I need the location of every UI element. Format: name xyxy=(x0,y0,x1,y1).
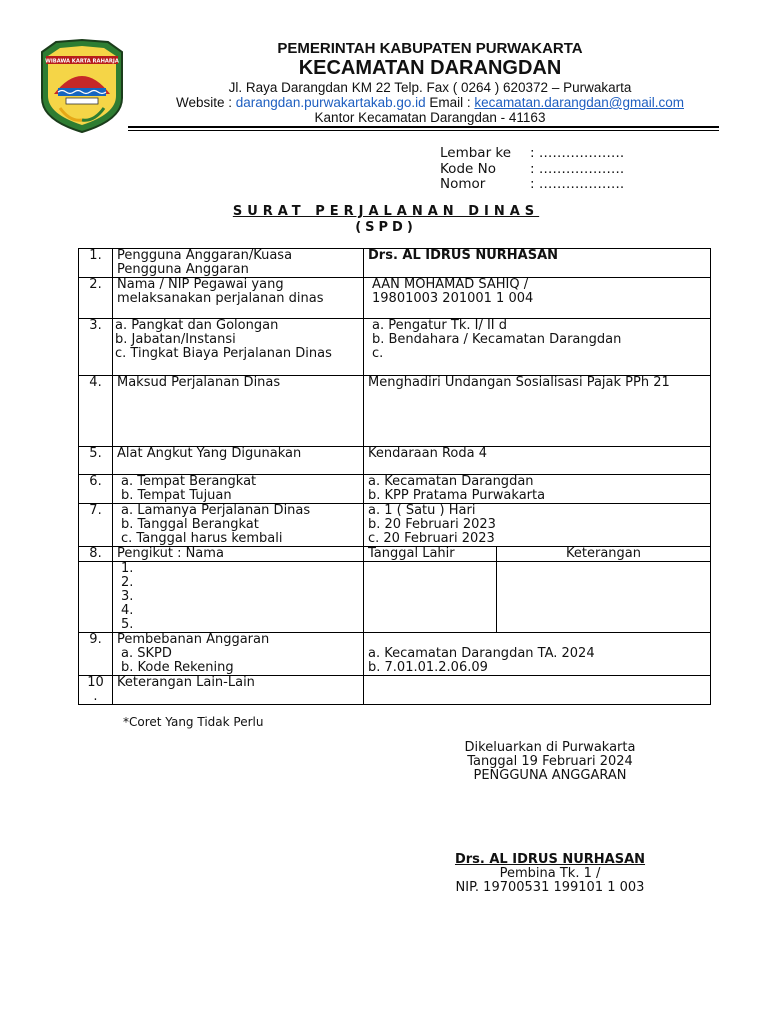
purwakarta-logo xyxy=(36,38,128,134)
row-value xyxy=(364,504,711,547)
signer-role: PENGGUNA ANGGARAN xyxy=(473,768,627,783)
table-row xyxy=(79,249,711,278)
row-label: Alat Angkut Yang Digunakan xyxy=(113,447,364,475)
signer-name: Drs. AL IDRUS NURHASAN xyxy=(454,852,646,867)
label-line: a. Lamanya Perjalanan Dinas xyxy=(121,503,311,518)
label-line: Pembebanan Anggaran xyxy=(117,632,270,647)
table-row xyxy=(79,376,711,447)
issued-place: Dikeluarkan di Purwakarta xyxy=(464,740,636,755)
table-row xyxy=(79,475,711,504)
signer-nip: NIP. 19700531 199101 1 003 xyxy=(455,880,645,895)
office-line: Kantor Kecamatan Darangdan - 41163 xyxy=(314,110,546,125)
row-label xyxy=(113,319,364,376)
list-item: 4. xyxy=(121,603,134,618)
label-line: c. Tanggal harus kembali xyxy=(121,531,283,546)
list-item: 3. xyxy=(121,589,134,604)
header-rule-thin xyxy=(128,130,719,131)
notes-cell xyxy=(497,562,711,633)
value-line: 19801003 201001 1 004 xyxy=(372,291,534,306)
value-line: b. 20 Februari 2023 xyxy=(368,517,496,532)
label-line: b. Tanggal Berangkat xyxy=(121,517,259,532)
label-line: melaksanakan perjalanan dinas xyxy=(117,291,324,306)
label-line: Nama / NIP Pegawai yang xyxy=(117,277,284,292)
value-line: c. xyxy=(372,346,384,361)
row-number-part: 10 xyxy=(87,675,104,690)
row-number-part: . xyxy=(93,689,98,704)
value-line: a. Kecamatan Darangdan xyxy=(368,474,534,489)
row-label xyxy=(113,249,364,278)
value-line: a. Pengatur Tk. I/ II d xyxy=(372,318,508,333)
row-value xyxy=(364,676,711,705)
table-row xyxy=(79,447,711,475)
row-number: 1. xyxy=(79,249,113,278)
value-line: a. 1 ( Satu ) Hari xyxy=(368,503,476,518)
svg-text:WIBAWA KARTA RAHARJA: WIBAWA KARTA RAHARJA xyxy=(45,58,119,65)
document-title-text: SURAT PERJALANAN DINAS xyxy=(232,204,540,219)
signer-rank: Pembina Tk. 1 / xyxy=(499,866,601,881)
ref-lembar-label: Lembar ke xyxy=(440,145,512,161)
label-line: a. Pangkat dan Golongan xyxy=(115,318,279,333)
ref-nomor-label: Nomor xyxy=(440,176,486,192)
row-number: 3. xyxy=(79,319,113,376)
row-label: Maksud Perjalanan Dinas xyxy=(113,376,364,447)
row-label xyxy=(113,633,364,676)
value-line: c. 20 Februari 2023 xyxy=(368,531,495,546)
value-line: b. Bendahara / Kecamatan Darangdan xyxy=(372,332,622,347)
address-line: Jl. Raya Darangdan KM 22 Telp. Fax ( 0264 ) 620372 – Purwakarta xyxy=(228,80,632,95)
row-number: 6. xyxy=(79,475,113,504)
ref-lembar xyxy=(440,145,624,161)
value-line: b. KPP Pratama Purwakarta xyxy=(368,488,546,503)
spd-table xyxy=(78,248,711,705)
value-line: b. 7.01.01.2.06.09 xyxy=(368,660,488,675)
row-number: 5. xyxy=(79,447,113,475)
birthdate-cell xyxy=(364,562,497,633)
column-header-notes: Keterangan xyxy=(497,547,711,562)
ref-kode-value: : ………………. xyxy=(530,161,625,177)
row-value xyxy=(364,633,711,676)
row-value: Drs. AL IDRUS NURHASAN xyxy=(364,249,711,278)
row-value xyxy=(364,475,711,504)
value-line: AAN MOHAMAD SAHIQ / xyxy=(372,277,529,292)
government-name: PEMERINTAH KABUPATEN PURWAKARTA xyxy=(277,40,583,57)
follower-list xyxy=(113,562,364,633)
label-line: c. Tingkat Biaya Perjalanan Dinas xyxy=(115,346,332,361)
value-line: a. Kecamatan Darangdan TA. 2024 xyxy=(368,646,595,661)
table-row xyxy=(79,547,711,562)
row-number: 9. xyxy=(79,633,113,676)
row-value: Menghadiri Undangan Sosialisasi Pajak PPh 21 xyxy=(364,376,711,447)
website-label: Website : xyxy=(175,95,236,110)
header-rule xyxy=(128,126,719,128)
label-line: Pengguna Anggaran/Kuasa xyxy=(117,248,293,263)
document-title xyxy=(0,204,768,219)
row-value xyxy=(364,278,711,319)
ref-kode-label: Kode No xyxy=(440,161,496,177)
label-line: Pengguna Anggaran xyxy=(117,262,249,277)
district-name: KECAMATAN DARANGDAN xyxy=(298,57,562,79)
row-number xyxy=(79,676,113,705)
row-number-empty xyxy=(79,562,113,633)
email-link[interactable]: kecamatan.darangdan@gmail.com xyxy=(474,95,684,110)
website-link[interactable]: darangdan.purwakartakab.go.id xyxy=(235,95,426,110)
row-number: 2. xyxy=(79,278,113,319)
row-number: 4. xyxy=(79,376,113,447)
row-value xyxy=(364,319,711,376)
ref-nomor-value: : ………………. xyxy=(530,176,625,192)
row-label: Keterangan Lain-Lain xyxy=(113,676,364,705)
list-item: 1. xyxy=(121,561,134,576)
label-line: b. Tempat Tujuan xyxy=(121,488,232,503)
ref-nomor xyxy=(440,176,624,192)
list-item: 5. xyxy=(121,617,134,632)
row-label xyxy=(113,504,364,547)
label-line: b. Kode Rekening xyxy=(121,660,234,675)
row-value: Kendaraan Roda 4 xyxy=(364,447,711,475)
issued-date: Tanggal 19 Februari 2024 xyxy=(467,754,633,769)
table-row xyxy=(79,633,711,676)
label-line: a. SKPD xyxy=(121,646,172,661)
row-label: Pengikut : Nama xyxy=(113,547,364,562)
row-label xyxy=(113,475,364,504)
label-line: a. Tempat Berangkat xyxy=(121,474,257,489)
contact-line xyxy=(130,95,730,110)
table-row xyxy=(79,319,711,376)
ref-kode xyxy=(440,161,624,177)
row-number: 7. xyxy=(79,504,113,547)
document-subtitle: (SPD) xyxy=(355,220,417,235)
table-row xyxy=(79,676,711,705)
ref-lembar-value: : ………………. xyxy=(530,145,625,161)
table-row xyxy=(79,562,711,633)
table-row xyxy=(79,504,711,547)
row-label xyxy=(113,278,364,319)
row-number: 8. xyxy=(79,547,113,562)
list-item: 2. xyxy=(121,575,134,590)
table-row xyxy=(79,278,711,319)
column-header-birthdate: Tanggal Lahir xyxy=(364,547,497,562)
label-line: b. Jabatan/Instansi xyxy=(115,332,236,347)
email-label: Email : xyxy=(425,95,475,110)
footnote: *Coret Yang Tidak Perlu xyxy=(123,715,264,729)
